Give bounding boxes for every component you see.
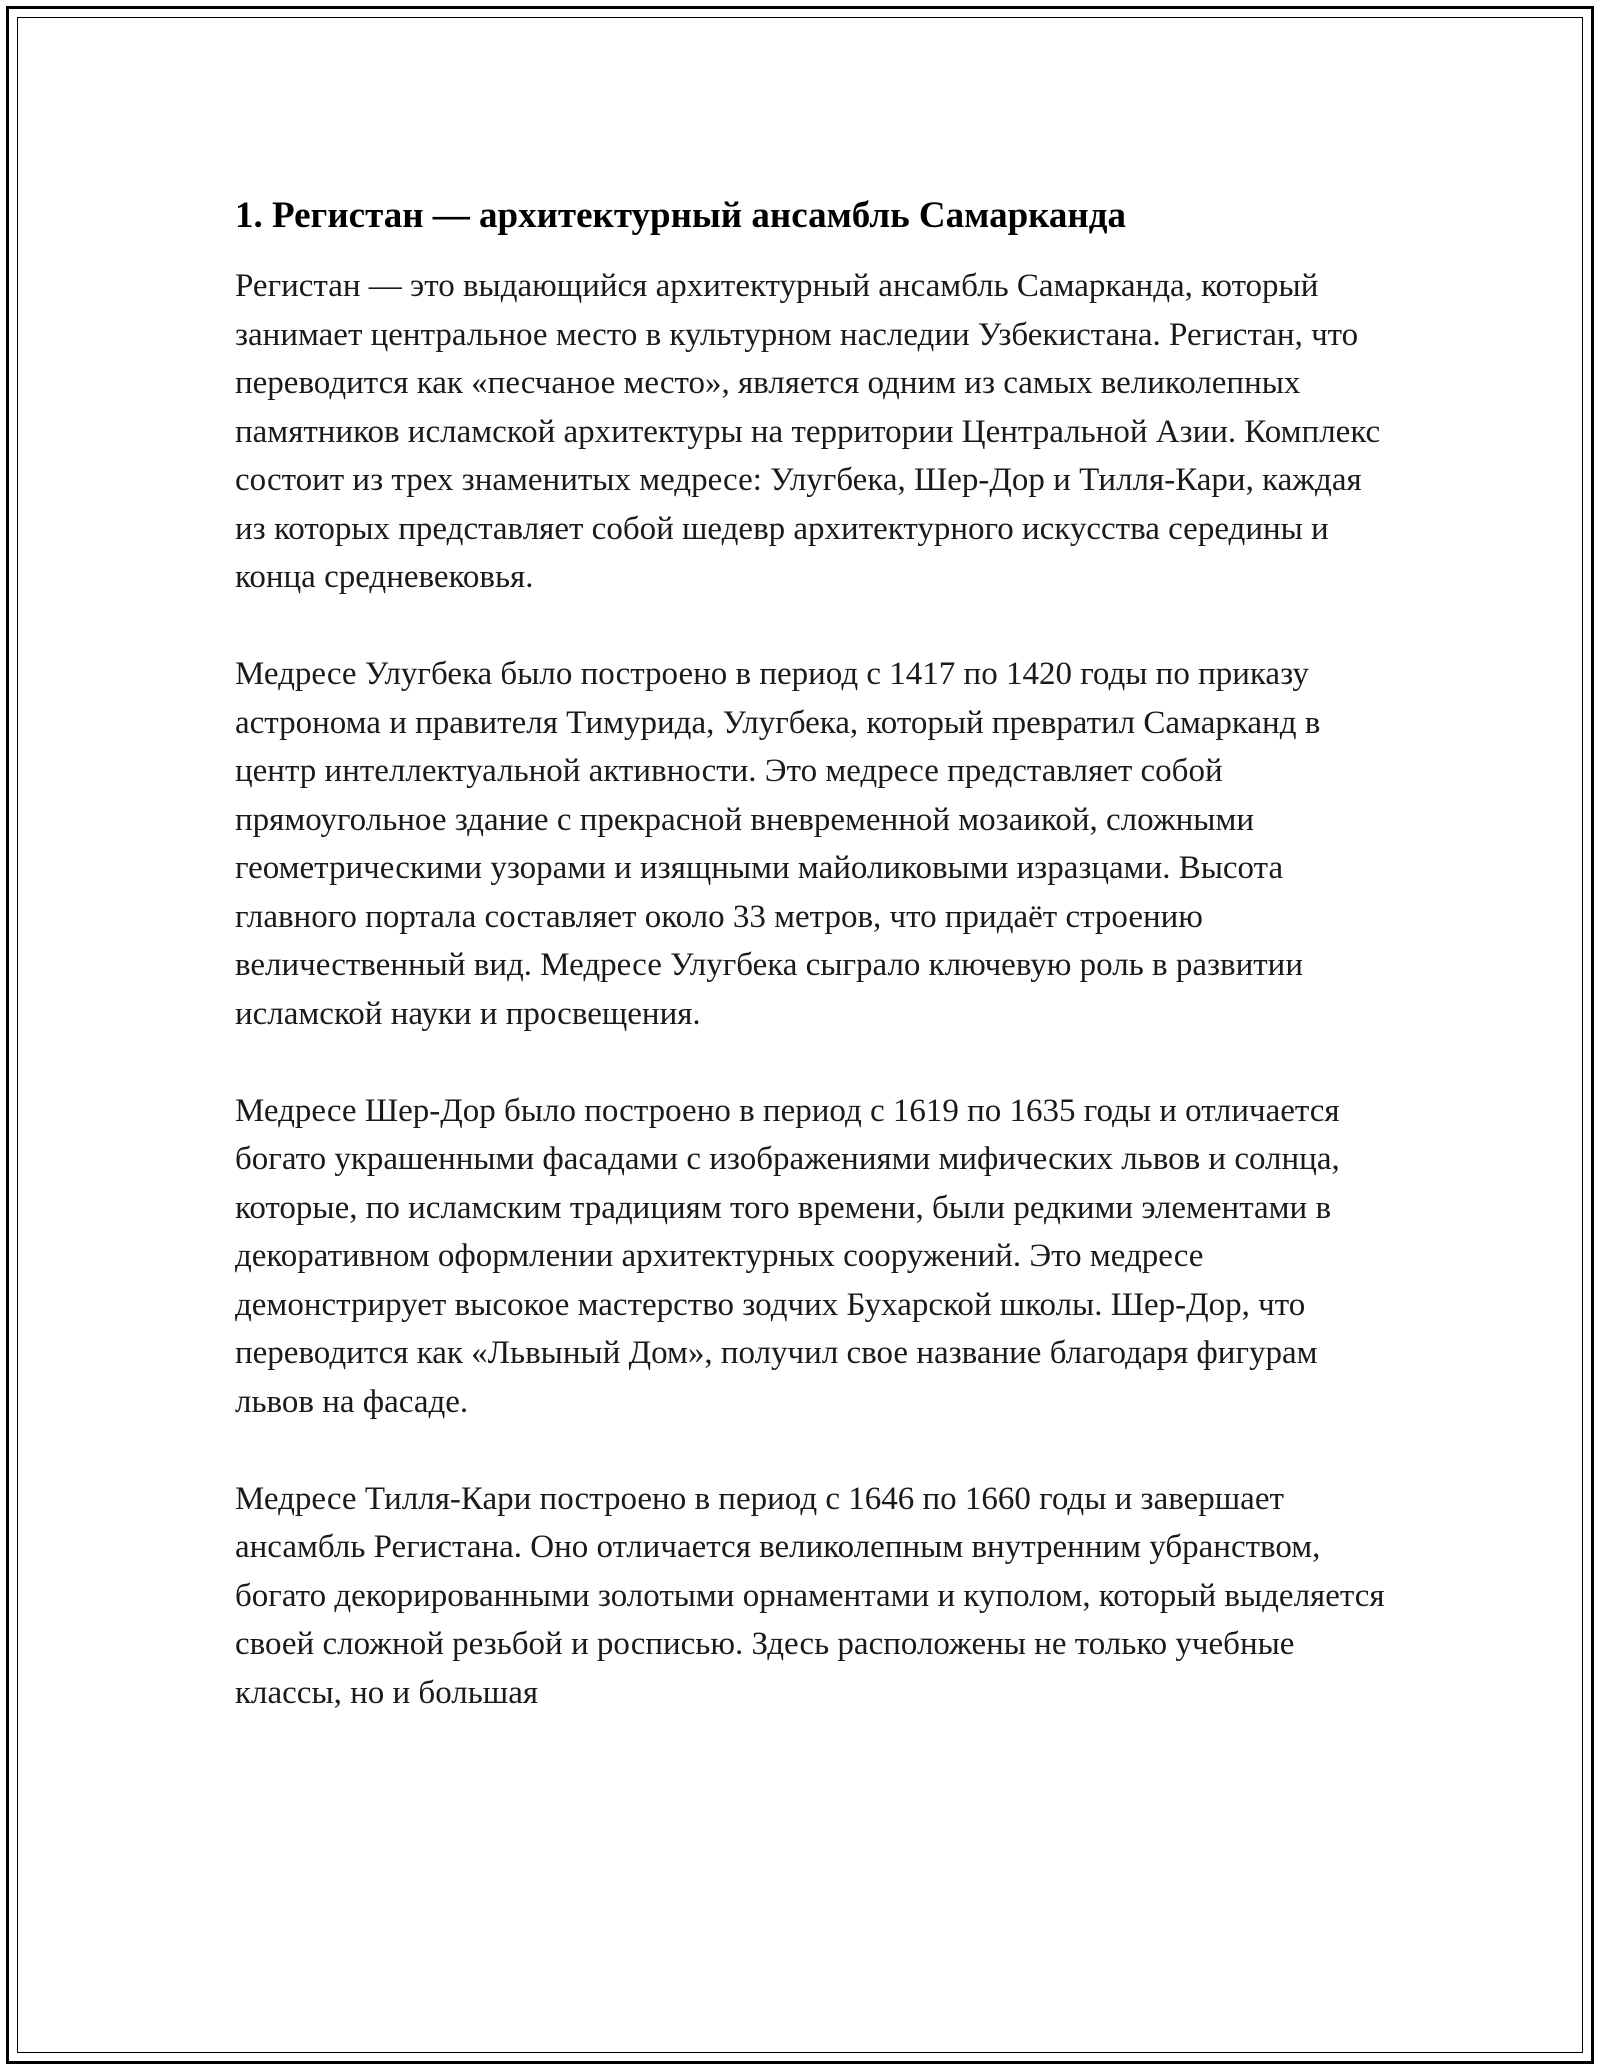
paragraph-ulugbek: Медресе Улугбека было построено в период с 1417 по 1420 годы по приказу астронома и правителя Тимурида, Улугбека, который превратил Самарканд в центр интеллектуальной активности. Это медресе представляет собой прямоугольное здание с прекрасной вневременной мозаикой, сложными геометрическими узорами и изящными майоликовыми изразцами. Высота главного портала составляет около 33 метров, что придаёт строению величественный вид. Медресе Улугбека сыграло ключевую роль в развитии исламской науки и просвещения. [235,656,1321,1032]
paragraph-tilla-kari: Медресе Тилля-Кари построено в период с 1646 по 1660 годы и завершает ансамбль Регистана. Оно отличается великолепным внутренним убранством, богато декорированными золотыми орнаментами и куполом, который выделяется своей сложной резьбой и росписью. Здесь расположены не только учебные классы, но и большая [235,1480,1385,1711]
section-heading: 1. Регистан — архитектурный ансамбль Самарканда [235,195,1126,236]
document-body [235,180,1385,1766]
paragraph-intro: Регистан — это выдающийся архитектурный ансамбль Самарканда, который занимает центральное место в культурном наследии Узбекистана. Регистан, что переводится как «песчаное место», является одним из самых великолепных памятников исламской архитектуры на территории Центральной Азии. Комплекс состоит из трех знаменитых медресе: Улугбека, Шер-Дор и Тилля-Кари, каждая из которых представляет собой шедевр архитектурного искусства середины и конца средневековья. [235,268,1381,595]
paragraph-sher-dor: Медресе Шер-Дор было построено в период с 1619 по 1635 годы и отличается богато украшенными фасадами с изображениями мифических львов и солнца, которые, по исламским традициям того времени, были редкими элементами в декоративном оформлении архитектурных сооружений. Это медресе демонстрирует высокое мастерство зодчих Бухарской школы. Шер-Дор, что переводится как «Львыный Дом», получил свое название благодаря фигурам львов на фасаде. [235,1092,1340,1420]
